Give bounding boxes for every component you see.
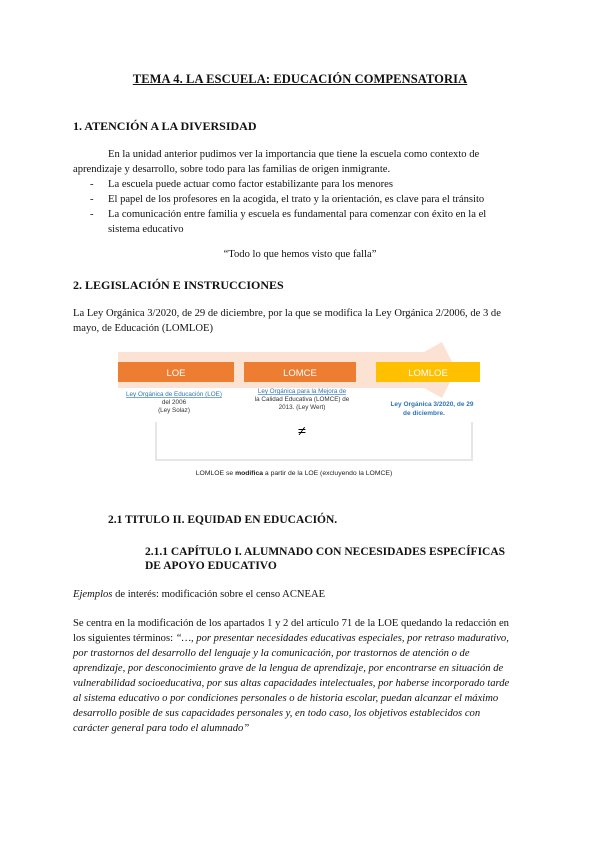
caption-bold: modifica (235, 470, 264, 477)
loe-label: LOE (166, 368, 186, 379)
list-item (73, 177, 533, 192)
article-italic-line: desarrollo posible de sus capacidades personales y, en todo caso, los objetivos establecidos con (73, 708, 481, 719)
section-1-paragraph-line-1: En la unidad anterior pudimos ver la importancia que tiene la escuela como contexto de (108, 149, 480, 160)
diagram-caption (196, 470, 392, 477)
lomce-note-line-3: 2013. (Ley Wert) (278, 404, 326, 411)
article-paragraph (73, 616, 543, 736)
loe-note-line-1: Ley Orgánica de Educación (LOE) (126, 391, 222, 398)
loe-note-line-3: (Ley Solaz) (158, 407, 190, 414)
article-line-1: Se centra en la modificación de los apartados 1 y 2 del artículo 71 de la LOE quedando la redacción en (73, 618, 509, 629)
article-italic-line: aprendizaje, por desconocimiento grave de la lengua de aprendizaje, por encontrarse en situación de (73, 663, 504, 674)
article-italic-line: carácter general para todo el alumnado” (73, 723, 250, 734)
loe-note-line-2: del 2006 (161, 399, 187, 406)
bullet-dash: - (90, 209, 94, 220)
article-italic-line: al sistema educativo o por condiciones personales o de historia escolar, puedan alcanzar el máximo (73, 693, 499, 704)
bracket-line (156, 422, 472, 460)
list-item-continuation (73, 222, 533, 237)
examples-italic: Ejemplos (73, 589, 113, 600)
section-2-1-heading: 2.1 TITULO II. EQUIDAD EN EDUCACIÓN. (108, 514, 338, 526)
bullet-text: El papel de los profesores en la acogida, el trato y la orientación, es clave para el tránsito (108, 194, 485, 205)
examples-line (73, 587, 528, 602)
article-line-2 (73, 631, 543, 646)
section-2-1-1-heading-line-2: DE APOYO EDUCATIVO (145, 560, 277, 572)
lomce-note-line-1: Ley Orgánica para la Mejora de (257, 388, 347, 395)
quote: “Todo lo que hemos visto que falla” (223, 249, 377, 260)
caption-post: a partir de la LOE (excluyendo la LOMCE) (263, 470, 393, 477)
lomloe-note-line-1: Ley Orgánica 3/2020, de 29 (390, 401, 474, 408)
article-italic-line: vulnerabilidad socioeducativa, por sus altas capacidades intelectuales, por haberse incorporado tarde (73, 678, 510, 689)
bullet-dash: - (90, 194, 94, 205)
bullet-text: sistema educativo (108, 224, 184, 235)
section-2-1-1-heading-line-1: 2.1.1 CAPÍTULO I. ALUMNADO CON NECESIDADES ESPECÍFICAS (145, 546, 506, 558)
article-italic-line: por trastornos del desarrollo del lenguaje y la comunicación, por trastornos de atención o de (73, 648, 470, 659)
section-1-heading: 1. ATENCIÓN A LA DIVERSIDAD (73, 119, 257, 133)
lomce-note-line-2: la Calidad Educativa (LOMCE) de (254, 396, 350, 403)
timeline-svg (112, 342, 512, 492)
list-item (73, 207, 533, 222)
caption-pre: LOMLOE se (195, 470, 236, 477)
section-2-paragraph-line-1: La Ley Orgánica 3/2020, de 29 de diciembre, por la que se modifica la Ley Orgánica 2/2006, de 3 de (73, 308, 501, 319)
bullet-dash: - (90, 179, 94, 190)
bullet-text: La escuela puede actuar como factor estabilizante para los menores (108, 179, 394, 190)
article-line-2-italic: “…, por presentar necesidades educativas especiales, por retraso madurativo, (175, 633, 509, 644)
section-2-paragraph-line-2: mayo, de Educación (LOMLOE) (73, 323, 214, 334)
page-title: TEMA 4. LA ESCUELA: EDUCACIÓN COMPENSATORIA (132, 72, 468, 86)
bullet-text: La comunicación entre familia y escuela es fundamental para comenzar con éxito en la el (108, 209, 487, 220)
law-timeline-diagram (112, 342, 512, 492)
lomloe-label: LOMLOE (408, 368, 448, 379)
lomce-label: LOMCE (283, 368, 317, 379)
section-1-bullet-list (73, 177, 533, 237)
lomloe-note-line-2: de diciembre. (403, 410, 445, 417)
section-2-heading: 2. LEGISLACIÓN E INSTRUCCIONES (73, 278, 284, 292)
section-1-paragraph-line-2: aprendizaje y desarrollo, sobre todo para las familias de origen inmigrante. (73, 164, 391, 175)
examples-rest: de interés: modificación sobre el censo ACNEAE (112, 589, 326, 600)
list-item (73, 192, 533, 207)
article-line-2-normal: los siguientes términos: (73, 633, 176, 644)
not-equal-sign: ≠ (297, 424, 307, 440)
